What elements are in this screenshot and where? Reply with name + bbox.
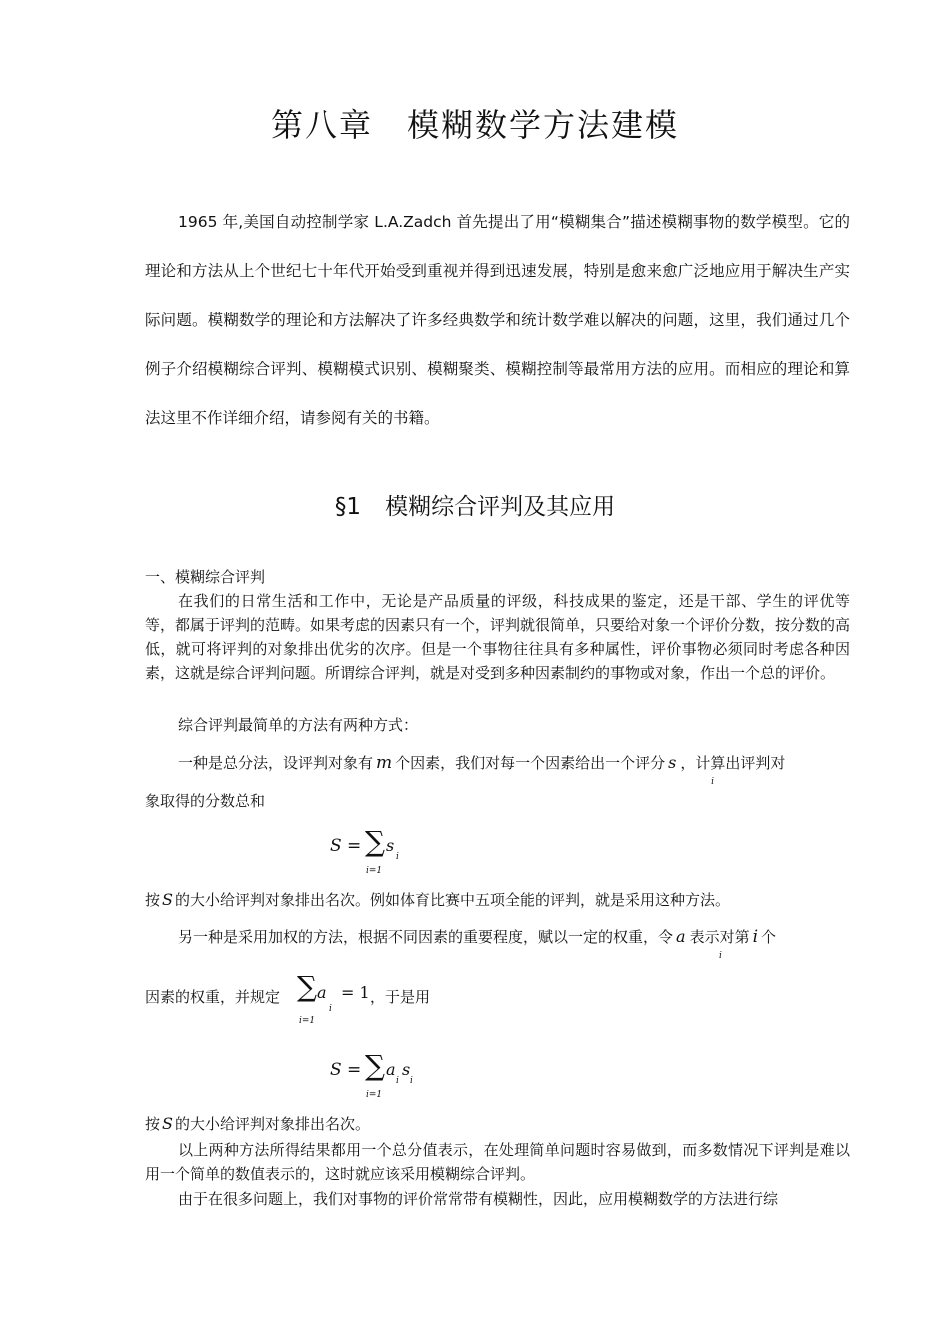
chapter-number: 第八章 <box>270 106 373 144</box>
paragraph-limitations: 以上两种方法所得结果都用一个总分值表示，在处理简单问题时容易做到，而多数情况下评判是难以用一个简单的数值表示的，这时就应该采用模糊综合评判。 <box>145 1141 850 1183</box>
paragraph-weight-constraint: 因素的权重，并规定 ∑ a i i=1 = 1 ，于是用 <box>145 970 431 1026</box>
formula-total-score: S = ∑ s i i=1 <box>330 825 399 876</box>
paragraph-weighted-method: 另一种是采用加权的方法，根据不同因素的重要程度，赋以一定的权重，令 a i 表示对第 i 个 <box>178 927 777 961</box>
paragraph-fuzzy-nature: 由于在很多问题上，我们对事物的评价常常带有模糊性，因此，应用模糊数学的方法进行综 <box>178 1190 779 1208</box>
paragraph-total-score-method: 一种是总分法，设评判对象有 m 个因素，我们对每一个因素给出一个评分 s i ，计算出评判对 <box>178 753 786 787</box>
paragraph-two-methods: 综合评判最简单的方法有两种方式： <box>178 716 419 734</box>
paragraph-rank-by-total: 按 S 的大小给评判对象排出名次。例如体育比赛中五项全能的评判，就是采用这种方法。 <box>145 890 730 909</box>
intro-paragraph: 1965 年,美国自动控制学家 L.A.Zadch 首先提出了用“模糊集合”描述模糊事物的数学模型。它的理论和方法从上个世纪七十年代开始受到重视并得到迅速发展，特别是愈来愈广泛地应用于解决生产实际问题。模糊数学的理论和方法解决了许多经典数学和统计数学难以解决的问题，这里，我们通过几个例子介绍模糊综合评判、模糊模式识别、模糊聚类、模糊控制等最常用方法的应用。而相应的理论和算法这里不作详细介绍，请参阅有关的书籍。 <box>145 213 850 427</box>
paragraph-evaluation-scope: 在我们的日常生活和工作中，无论是产品质量的评级，科技成果的鉴定，还是干部、学生的评优等等，都属于评判的范畴。如果考虑的因素只有一个，评判就很简单，只要给对象一个评价分数，按分数的高低，就可将评判的对象排出优劣的次序。但是一个事物往往具有多种属性，评价事物必须同时考虑各种因素，这就是综合评判问题。所谓综合评判，就是对受到多种因素制约的事物或对象，作出一个总的评价。 <box>145 592 851 682</box>
paragraph-rank-by-weighted: 按 S 的大小给评判对象排出名次。 <box>145 1114 370 1133</box>
paragraph-total-score-cont: 象取得的分数总和 <box>145 792 266 810</box>
section-title <box>0 488 950 521</box>
chapter-name: 模糊数学方法建模 <box>407 106 680 144</box>
chapter-title <box>0 100 950 146</box>
subsection-heading: 一、模糊综合评判 <box>145 568 266 586</box>
formula-weighted-score: S = ∑ a i s i i=1 <box>330 1049 413 1100</box>
math-a-i: a i <box>676 927 722 961</box>
math-m: m <box>376 753 393 773</box>
section-name: 模糊综合评判及其应用 <box>385 494 616 520</box>
inline-sum-formula: ∑ a i i=1 = 1 <box>297 970 370 1026</box>
section-number: §1 <box>334 494 362 520</box>
math-s-i: s i <box>668 753 715 787</box>
